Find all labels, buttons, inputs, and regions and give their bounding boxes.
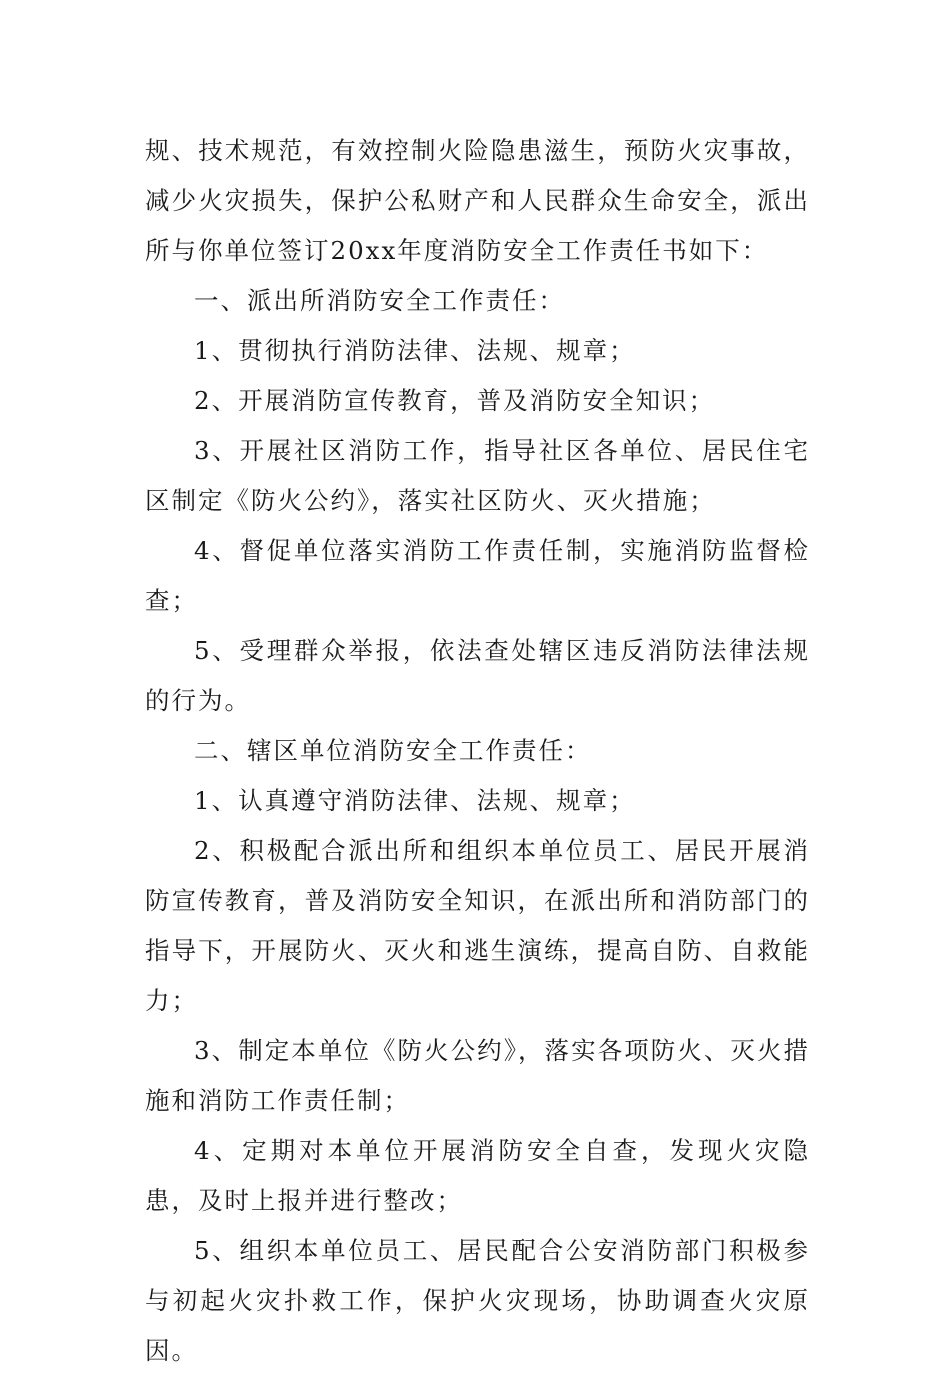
paragraph-intro-continued: 规、技术规范，有效控制火险隐患滋生，预防火灾事故，减少火灾损失，保护公私财产和人民群众生命安全，派出所与你单位签订20xx年度消防安全工作责任书如下： — [145, 136, 810, 265]
list-item: 1、认真遵守消防法律、法规、规章； — [194, 786, 636, 815]
section-heading-unit-duties: 二、辖区单位消防安全工作责任： — [194, 736, 592, 765]
list-item: 4、督促单位落实消防工作责任制，实施消防监督检查； — [145, 536, 810, 615]
list-item: 3、制定本单位《防火公约》，落实各项防火、灭火措施和消防工作责任制； — [145, 1036, 810, 1115]
list-item: 1、贯彻执行消防法律、法规、规章； — [194, 336, 636, 365]
list-item: 2、开展消防宣传教育，普及消防安全知识； — [194, 386, 716, 415]
list-item: 3、开展社区消防工作，指导社区各单位、居民住宅区制定《防火公约》，落实社区防火、灭火措施； — [145, 436, 810, 515]
list-item: 5、组织本单位员工、居民配合公安消防部门积极参与初起火灾扑救工作，保护火灾现场，协助调查火灾原因。 — [145, 1236, 810, 1365]
list-item: 4、定期对本单位开展消防安全自查，发现火灾隐患，及时上报并进行整改； — [145, 1136, 810, 1215]
list-item: 5、受理群众举报，依法查处辖区违反消防法律法规的行为。 — [145, 636, 810, 715]
document-body — [145, 126, 810, 1376]
list-item: 2、积极配合派出所和组织本单位员工、居民开展消防宣传教育，普及消防安全知识，在派出所和消防部门的指导下，开展防火、灭火和逃生演练，提高自防、自救能力； — [145, 836, 810, 1015]
section-heading-police-duties: 一、派出所消防安全工作责任： — [194, 286, 565, 315]
